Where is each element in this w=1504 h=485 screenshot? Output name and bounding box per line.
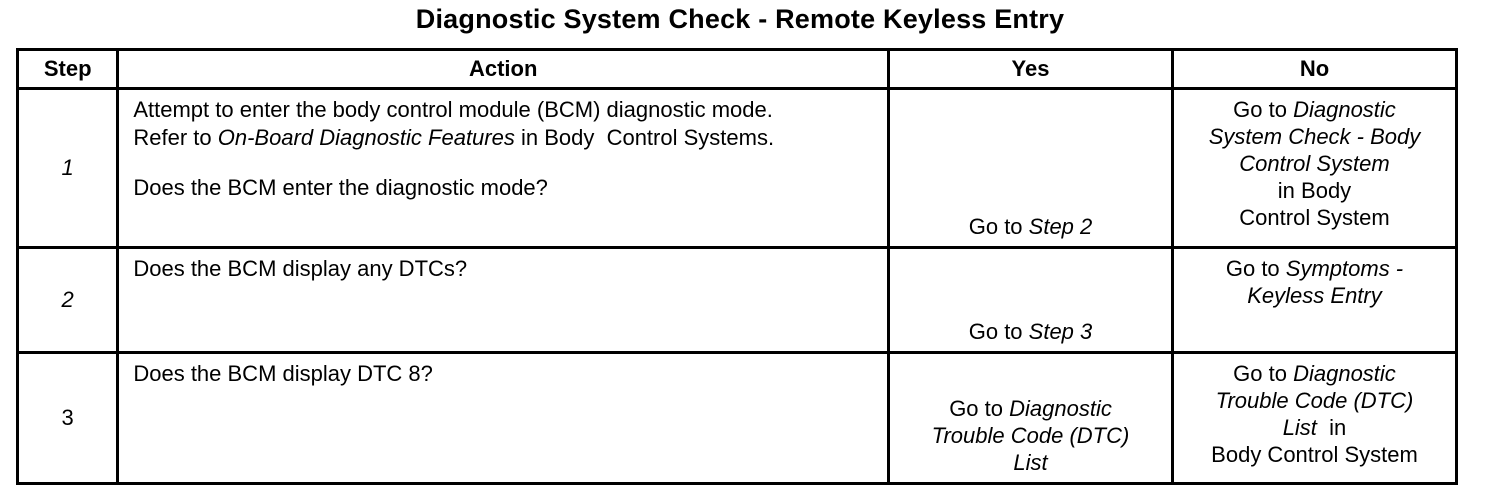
cross-reference: Diagnostic (1293, 97, 1396, 122)
text: in Body (1277, 178, 1352, 203)
action-cell (118, 353, 889, 484)
step-reference: Step 2 (1028, 214, 1093, 239)
page-title: Diagnostic System Check - Remote Keyless Entry (415, 4, 1065, 34)
cross-reference: Keyless Entry (1247, 283, 1382, 308)
cross-reference: Trouble Code (DTC) (931, 423, 1130, 448)
action-cell (118, 89, 889, 248)
action-text (133, 124, 875, 152)
cross-reference: Symptoms - (1285, 256, 1404, 281)
table-row (18, 353, 1457, 484)
action-text: Attempt to enter the body control module (BCM) diagnostic mode. (133, 97, 773, 122)
text: Go to (968, 319, 1029, 344)
cross-reference: Diagnostic (1009, 396, 1112, 421)
action-question: Does the BCM display DTC 8? (133, 361, 433, 386)
header-yes: Yes (889, 50, 1173, 89)
no-cell (1173, 353, 1457, 484)
table-row (18, 89, 1457, 248)
text: in Body Control Systems. (514, 125, 775, 150)
text: Control System (1239, 205, 1390, 230)
diagnostic-table (16, 48, 1458, 485)
text: in (1316, 415, 1347, 440)
table-row (18, 248, 1457, 353)
step-number: 3 (18, 353, 118, 484)
yes-cell (889, 353, 1173, 484)
cross-reference: Control System (1239, 151, 1390, 176)
cross-reference: On-Board Diagnostic Features (217, 125, 515, 150)
step-reference: Step 3 (1028, 319, 1093, 344)
table-header-row (18, 50, 1457, 89)
no-cell (1173, 89, 1457, 248)
action-question: Does the BCM display any DTCs? (133, 256, 468, 281)
text: Go to (1233, 97, 1294, 122)
text: Go to (1233, 361, 1294, 386)
action-cell (118, 248, 889, 353)
cross-reference: System Check - Body (1208, 124, 1421, 149)
cross-reference: List (1013, 450, 1048, 475)
text: Body Control System (1211, 442, 1418, 467)
no-cell (1173, 248, 1457, 353)
cross-reference: Diagnostic (1293, 361, 1396, 386)
step-number: 1 (18, 89, 118, 248)
cross-reference: List (1282, 415, 1317, 440)
action-question: Does the BCM enter the diagnostic mode? (133, 175, 548, 200)
text: Go to (949, 396, 1010, 421)
text: Go to (1225, 256, 1286, 281)
header-action: Action (118, 50, 889, 89)
header-no: No (1173, 50, 1457, 89)
text: Refer to (133, 125, 218, 150)
yes-cell (889, 248, 1173, 353)
text: Go to (968, 214, 1029, 239)
header-step: Step (18, 50, 118, 89)
yes-cell (889, 89, 1173, 248)
cross-reference: Trouble Code (DTC) (1215, 388, 1414, 413)
step-number: 2 (18, 248, 118, 353)
